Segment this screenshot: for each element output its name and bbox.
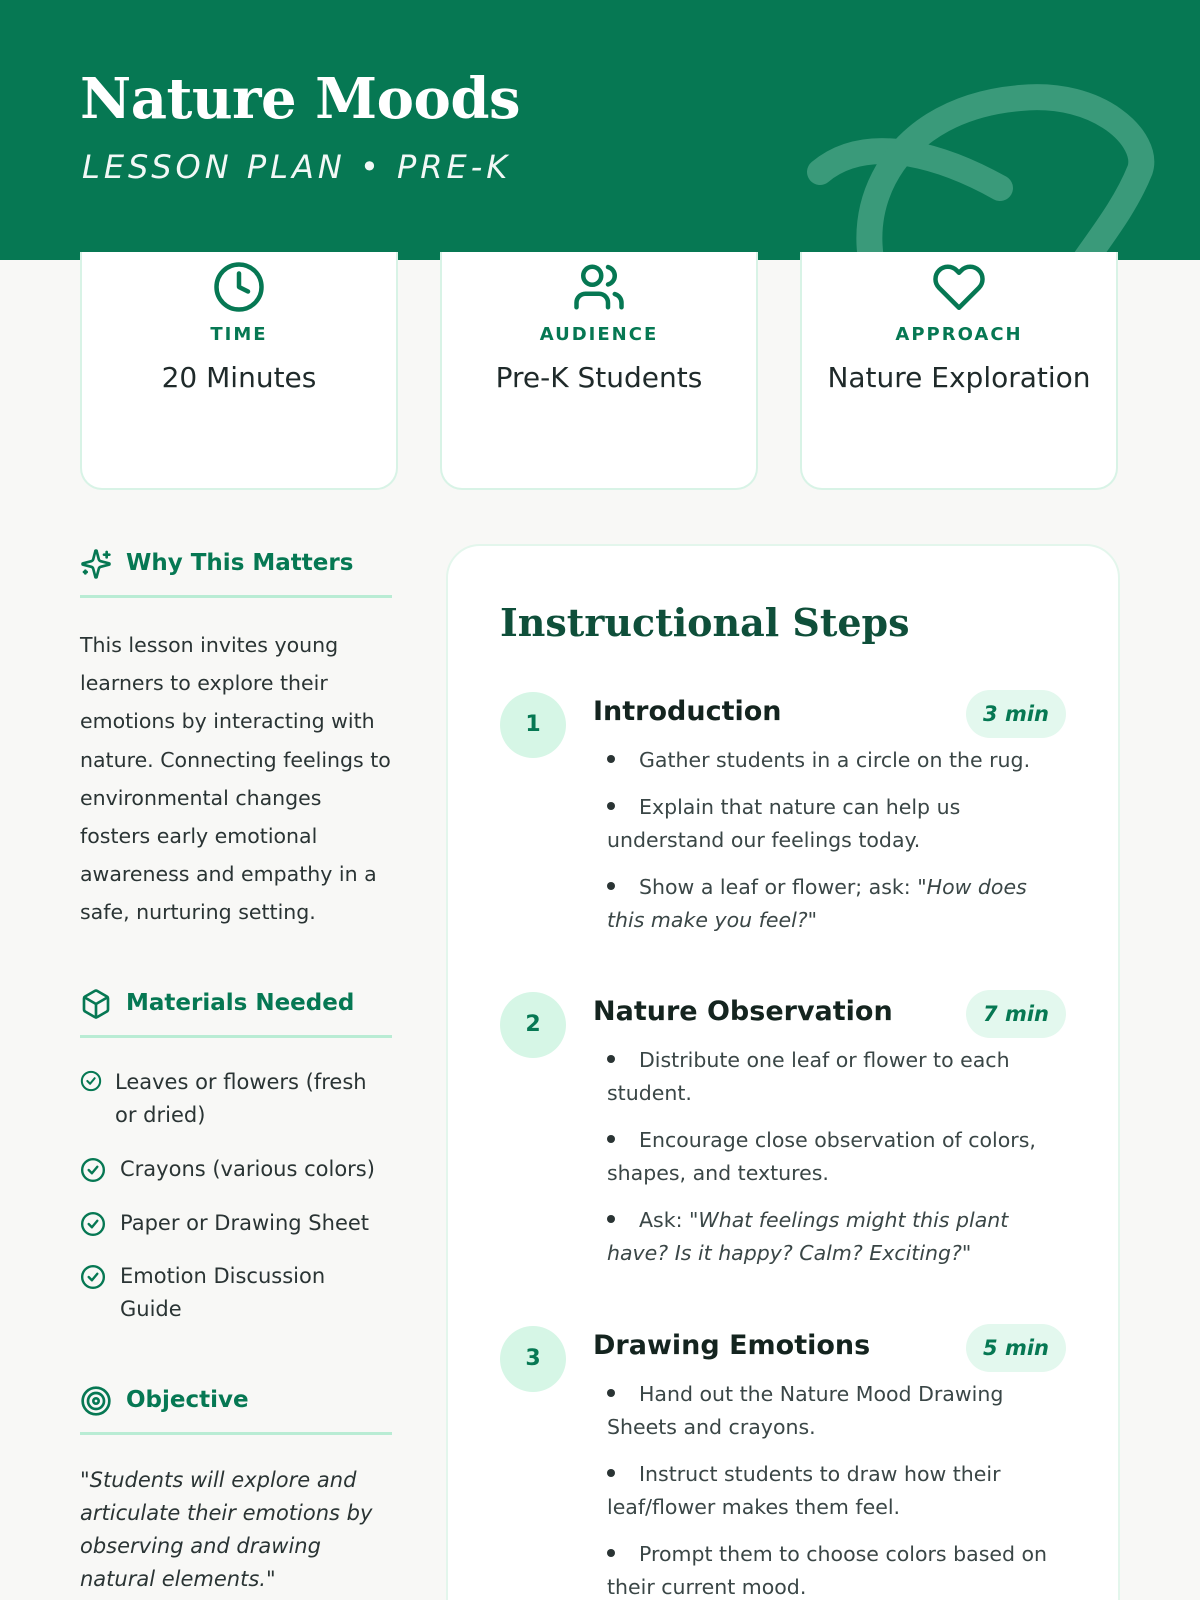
bullet-dot	[607, 755, 615, 763]
card-label: AUDIENCE	[539, 324, 659, 345]
step-bullet	[607, 1124, 1055, 1190]
bullet-text: Encourage close observation of colors, shapes, and textures.	[607, 1128, 1036, 1185]
card-time	[80, 252, 398, 490]
bullet-dot	[607, 1215, 615, 1223]
bullet-text: Ask:	[639, 1208, 689, 1232]
step-number: 3	[500, 1326, 566, 1392]
step-bullet	[607, 1204, 1055, 1270]
why-section-header	[80, 548, 392, 598]
bullet-dot	[607, 1549, 615, 1557]
box-icon	[80, 988, 112, 1020]
list-item-text: Leaves or flowers (fresh or dried)	[115, 1070, 367, 1127]
check-circle-icon	[80, 1264, 106, 1290]
step-time-badge: 5 min	[966, 1324, 1066, 1372]
list-item-text: Crayons (various colors)	[120, 1157, 375, 1181]
step-bullet	[607, 791, 1055, 857]
step-time-badge: 7 min	[966, 990, 1066, 1038]
bullet-dot	[607, 1055, 615, 1063]
card-audience	[440, 252, 758, 490]
bullet-text: Instruct students to draw how their leaf/flower makes them feel.	[607, 1462, 1001, 1519]
target-icon	[80, 1385, 112, 1417]
bullet-text: Explain that nature can help us understand our feelings today.	[607, 795, 961, 852]
bullet-dot	[607, 1135, 615, 1143]
check-circle-icon	[80, 1157, 106, 1183]
step-title: Drawing Emotions	[593, 1330, 871, 1361]
card-label: TIME	[210, 324, 268, 345]
bullet-dot	[607, 1469, 615, 1477]
why-text: This lesson invites young learners to explore their emotions by interacting with nature. Connecting feelings to environmental changes fosters early emotional awareness and empathy in a safe, nurturing setting.	[80, 633, 391, 925]
step-bullet	[607, 1378, 1055, 1444]
objective-section-header	[80, 1385, 392, 1435]
section-title: Why This Matters	[126, 550, 354, 576]
leaf-icon	[800, 60, 1180, 260]
materials-section-header	[80, 988, 392, 1038]
bullet-dot	[607, 882, 615, 890]
step-title: Introduction	[593, 696, 782, 727]
step-bullet	[607, 1538, 1055, 1600]
bullet-dot	[607, 1389, 615, 1397]
card-value: Nature Exploration	[827, 361, 1091, 394]
bullet-text: Hand out the Nature Mood Drawing Sheets and crayons.	[607, 1382, 1004, 1439]
step-bullet	[607, 1044, 1055, 1110]
clock-icon	[212, 260, 266, 314]
bullet-text: Gather students in a circle on the rug.	[639, 748, 1031, 772]
list-item-text: Emotion Discussion Guide	[120, 1264, 326, 1321]
objective-text: "Students will explore and articulate their emotions by observing and drawing natural elements."	[80, 1468, 373, 1591]
check-circle-icon	[80, 1070, 102, 1092]
card-approach	[800, 252, 1118, 490]
card-value: Pre-K Students	[495, 361, 703, 394]
check-circle-icon	[80, 1211, 106, 1237]
card-label: APPROACH	[895, 324, 1023, 345]
step-bullet	[607, 871, 1055, 937]
bullet-quote: "How does this make you feel?"	[607, 875, 1027, 932]
bullet-text: Prompt them to choose colors based on their current mood.	[607, 1542, 1048, 1599]
bullet-dot	[607, 802, 615, 810]
list-item-text: Paper or Drawing Sheet	[120, 1211, 370, 1235]
sparkles-icon	[80, 548, 112, 580]
steps-title: Instructional Steps	[500, 600, 910, 645]
step-bullet	[607, 1458, 1055, 1524]
heart-icon	[932, 260, 986, 314]
step-bullet	[607, 744, 1055, 777]
bullet-quote: "What feelings might this plant have? Is it happy? Calm? Exciting?"	[607, 1208, 1009, 1265]
card-value: 20 Minutes	[161, 361, 317, 394]
step-title: Nature Observation	[593, 996, 893, 1027]
bullet-text: Distribute one leaf or flower to each student.	[607, 1048, 1010, 1105]
users-icon	[572, 260, 626, 314]
step-number: 2	[500, 992, 566, 1058]
section-title: Materials Needed	[126, 990, 355, 1016]
step-number: 1	[500, 692, 566, 758]
section-title: Objective	[126, 1387, 249, 1413]
page-header	[0, 0, 1200, 260]
bullet-text: Show a leaf or flower; ask:	[639, 875, 918, 899]
page-title: Nature Moods	[80, 66, 521, 132]
step-time-badge: 3 min	[966, 690, 1066, 738]
page-subtitle: LESSON PLAN • PRE-K	[82, 148, 512, 186]
